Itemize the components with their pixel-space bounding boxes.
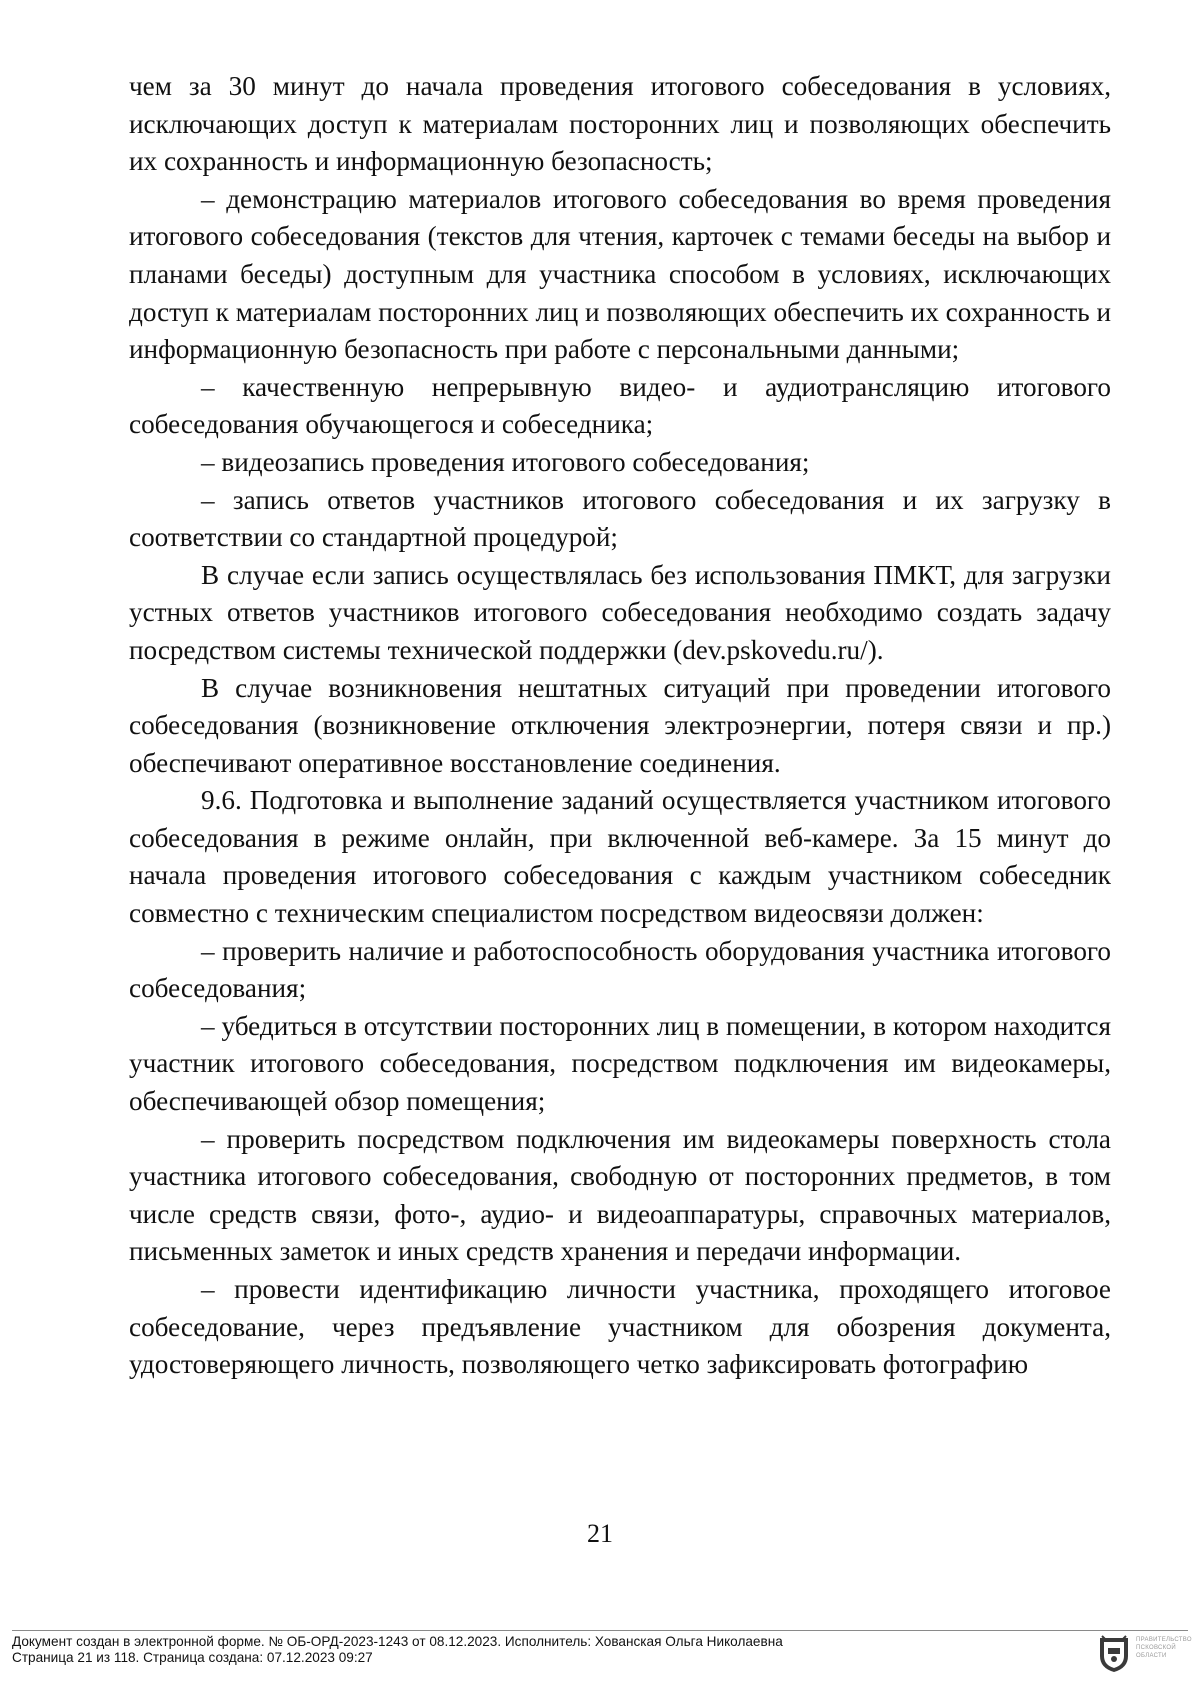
coat-of-arms-icon [1096,1634,1132,1674]
list-item-video-recording: – видеозапись проведения итогового собеседования; [201,446,810,477]
paragraph-emergency: В случае возникновения нештатных ситуаций при проведении итогового собеседования (возникновение отключения электроэнергии, потеря связи и пр.) обеспечивают оперативное восстановление соединения. [129,672,1111,778]
footer-document-info: Документ создан в электронной форме. № ОБ-ОРД-2023-1243 от 08.12.2023. Исполнитель: Хованская Ольга Николаевна [12,1634,783,1649]
list-item-demonstration: – демонстрацию материалов итогового собеседования во время проведения итогового собеседования (текстов для чтения, карточек с темами беседы на выбор и планами беседы) доступным для участника способом в условиях, исключающих доступ к материалам посторонних лиц и позволяющих обеспечить их сохранность и информационную безопасность при работе с персональными данными; [129,183,1111,365]
list-item-check-equipment: – проверить наличие и работоспособность оборудования участника итогового собеседования; [129,935,1111,1004]
paragraph-pmkt: В случае если запись осуществлялась без использования ПМКТ, для загрузки устных ответов участников итогового собеседования необходимо создать задачу посредством системы технической поддержки (dev.pskovedu.ru/). [129,559,1111,665]
list-item-answer-recording: – запись ответов участников итогового собеседования и их загрузку в соответствии со стандартной процедурой; [129,484,1111,553]
document-body [129,68,1111,1384]
paragraph-continuation: чем за 30 минут до начала проведения итогового собеседования в условиях, исключающих доступ к материалам посторонних лиц и позволяющих обеспечить их сохранность и информационную безопасность; [129,71,1111,177]
list-item-identification: – провести идентификацию личности участника, проходящего итоговое собеседование, через предъявление участником для обозрения документа, удостоверяющего личность, позволяющего четко зафиксировать фотографию [129,1274,1111,1380]
list-item-check-room: – убедиться в отсутствии посторонних лиц в помещении, в котором находится участник итогового собеседования, посредством подключения им видеокамеры, обеспечивающей обзор помещения; [129,1010,1111,1117]
government-label: ПРАВИТЕЛЬСТВО ПСКОВСКОЙ ОБЛАСТИ [1136,1637,1192,1659]
footer-page-info: Страница 21 из 118. Страница создана: 07.12.2023 09:27 [12,1650,373,1665]
section-9-6: 9.6. Подготовка и выполнение заданий осуществляется участником итогового собеседования в режиме онлайн, при включенной веб-камере. За 15 минут до начала проведения итогового собеседования с каждым участником собеседник совместно с техническим специалистом посредством видеосвязи должен: [129,785,1111,929]
list-item-broadcast: – качественную непрерывную видео- и аудиотрансляцию итогового собеседования обучающегося и собеседника; [129,371,1111,440]
document-footer [12,1634,1092,1666]
footer-divider [12,1630,1188,1631]
list-item-check-desk: – проверить посредством подключения им видеокамеры поверхность стола участника итогового собеседования, свободную от посторонних предметов, в том числе средств связи, фото-, аудио- и видеоаппаратуры, справочных материалов, письменных заметок и иных средств хранения и передачи информации. [129,1123,1111,1267]
page-number: 21 [587,1519,613,1548]
